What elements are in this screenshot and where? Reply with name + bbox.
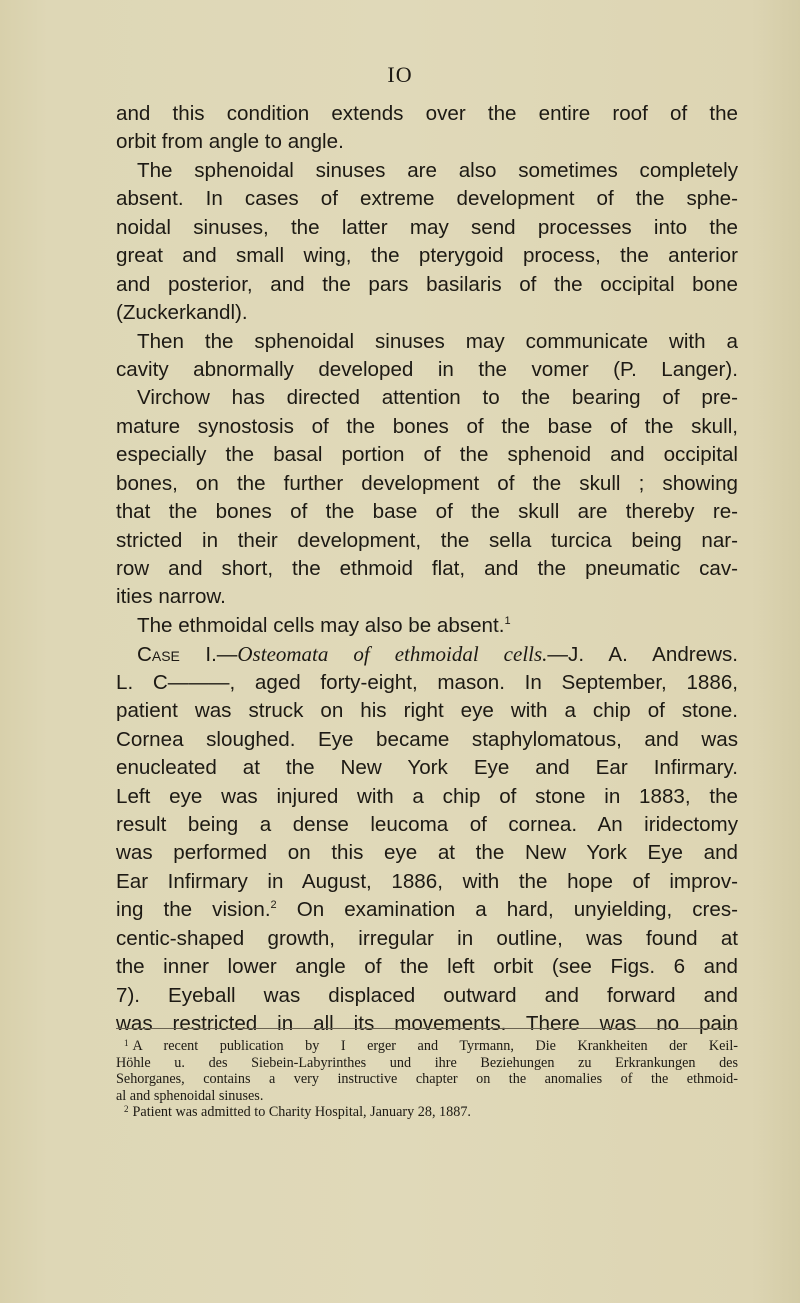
text-line [116, 896, 738, 924]
text-line: mature synostosis of the bones of the base of the skull, [116, 414, 738, 438]
text-span: The ethmoidal cells may also be absent. [137, 613, 505, 637]
footnote-text: Patient was admitted to Charity Hospital, January 28, 1887. [132, 1104, 471, 1121]
text-line: was performed on this eye at the New York Eye and [116, 841, 738, 865]
text-span: On examination a hard, unyielding, cres- [296, 898, 738, 922]
text-line: (Zuckerkandl). [116, 301, 248, 325]
text-line: Ear Infirmary in August, 1886, with the hope of improv- [116, 869, 738, 893]
text-line: bones, on the further development of the skull ; showing [116, 471, 738, 495]
footnote-text: A recent publication by I erger and Tyrmann, Die Krankheiten der Keil- [132, 1038, 738, 1054]
text-line: Left eye was injured with a chip of stone in 1883, the [116, 784, 738, 808]
text-line: the inner lower angle of the left orbit (see Figs. 6 and [116, 955, 738, 979]
footnote-line: Höhle u. des Siebein-Labyrinthes und ihre Beziehungen zu Erkrankungen des [116, 1054, 738, 1071]
text-line: stricted in their development, the sella turcica being nar- [116, 528, 738, 552]
text-line: was restricted in all its movements. There was no pain [116, 1012, 738, 1035]
text-line: noidal sinuses, the latter may send processes into the [116, 215, 738, 239]
footnote-ref: 1 [504, 614, 511, 627]
case-title: Osteomata of ethmoidal cells. [237, 642, 548, 667]
text-line: Then the sphenoidal sinuses may communicate with a [137, 329, 738, 353]
footnote-2 [116, 1104, 738, 1121]
text-line: especially the basal portion of the sphenoid and occipital [116, 443, 738, 467]
text-span: ing the vision. [116, 898, 271, 922]
footnote-line: Sehorganes, contains a very instructive chapter on the anomalies of the ethmoid- [116, 1071, 738, 1088]
footnote-ref: 2 [270, 899, 277, 912]
case-label: Case I. [137, 643, 217, 667]
text-line: cavity abnormally developed in the vomer (P. Langer). [116, 357, 738, 381]
case-dash: — [216, 643, 238, 667]
text-line: that the bones of the base of the skull are thereby re- [116, 500, 738, 524]
text-line: The sphenoidal sinuses are also sometimes completely [137, 158, 738, 182]
text-line: ities narrow. [116, 585, 226, 609]
footnote-mark: 2 [124, 1104, 129, 1115]
text-line: and posterior, and the pars basilaris of the occipital bone [116, 272, 738, 296]
text-line [116, 612, 738, 640]
text-line: enucleated at the New York Eye and Ear Infirmary. [116, 756, 738, 780]
text-line: row and short, the ethmoid flat, and the pneumatic cav- [116, 557, 738, 580]
footnote-1 [116, 1038, 738, 1055]
page-number: IO [387, 62, 413, 87]
body-text [116, 100, 738, 1038]
footnote-mark: 1 [124, 1038, 129, 1048]
text-line: great and small wing, the pterygoid process, the anterior [116, 244, 738, 268]
footnotes [116, 1038, 738, 1121]
case-heading-line [116, 640, 738, 668]
text-line: and this condition extends over the entire roof of the [116, 102, 738, 125]
text-line: L. C———, aged forty-eight, mason. In September, 1886, [116, 670, 738, 694]
footnote-line: al and sphenoidal sinuses. [116, 1087, 264, 1104]
text-line: absent. In cases of extreme development of the sphe- [116, 187, 738, 211]
text-line: result being a dense leucoma of cornea. An iridectomy [116, 812, 738, 836]
text-line: centic-shaped growth, irregular in outline, was found at [116, 926, 738, 950]
text-line: 7). Eyeball was displaced outward and forward and [116, 983, 738, 1007]
text-line: patient was struck on his right eye with a chip of stone. [116, 699, 738, 723]
footnote-divider [116, 1028, 738, 1030]
text-line: Cornea sloughed. Eye became staphylomatous, and was [116, 727, 738, 751]
case-author: —J. A. Andrews. [547, 643, 738, 667]
text-line: orbit from angle to angle. [116, 130, 344, 154]
text-line: Virchow has directed attention to the bearing of pre- [137, 386, 738, 410]
